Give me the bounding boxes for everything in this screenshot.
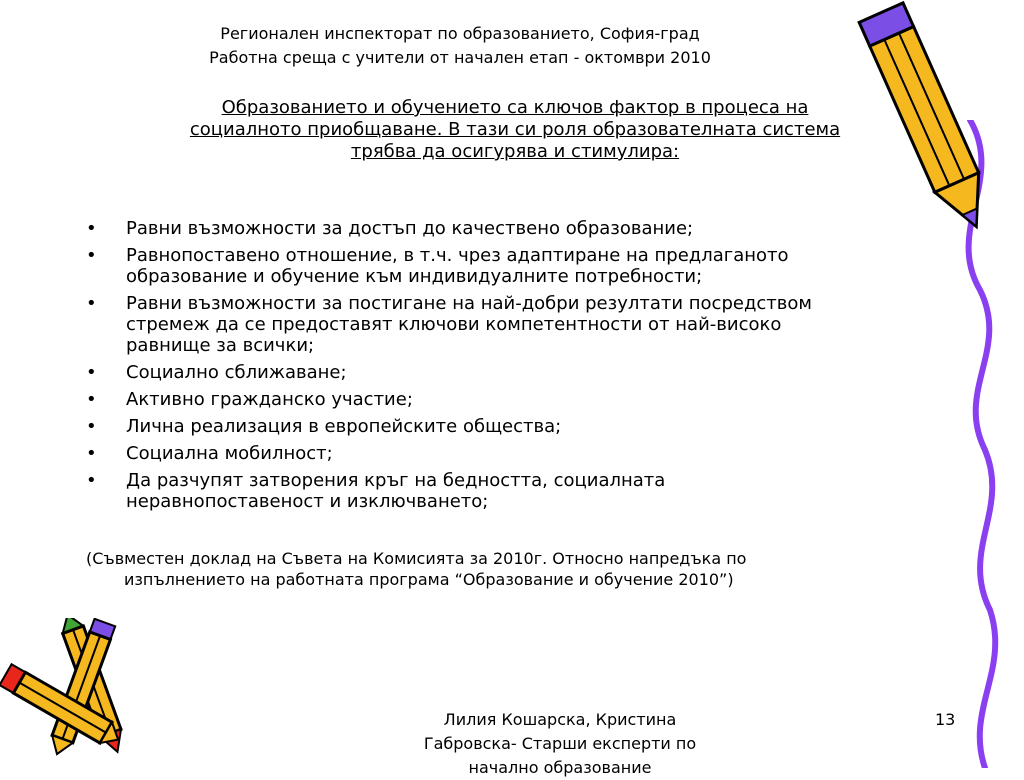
slide-header — [150, 22, 770, 70]
header-line-1: Регионален инспекторат по образованието, София-град — [220, 24, 700, 43]
note-line-1: (Съвместен доклад на Съвета на Комисията за 2010г. Относно напредъка по — [86, 549, 747, 568]
page-number: 13 — [935, 710, 956, 729]
footer-author-line-1: Лилия Кошарска, Кристина — [443, 710, 677, 729]
bullet-item — [86, 416, 926, 437]
bullet-icon: • — [86, 245, 97, 266]
bullet-text-line: неравнопоставеност и изключването; — [126, 491, 489, 512]
bullet-icon: • — [86, 293, 97, 314]
bullet-icon: • — [86, 443, 97, 464]
bullet-text-line: Равнопоставено отношение, в т.ч. чрез адаптиране на предлаганото — [126, 245, 789, 266]
bullet-item — [86, 362, 926, 383]
bullet-item — [86, 389, 926, 410]
bullet-text-line: Да разчупят затворения кръг на бедността, социалната — [126, 470, 666, 491]
intro-line-3: трябва да осигурява и стимулира: — [350, 141, 680, 162]
source-note — [86, 548, 846, 590]
bullet-text-line: равнище за всички; — [126, 335, 315, 356]
bullet-icon: • — [86, 362, 97, 383]
bullet-icon: • — [86, 389, 97, 410]
bullet-text-line: Равни възможности за постигане на най-добри резултати посредством — [126, 293, 812, 314]
bullet-list — [86, 218, 926, 518]
bullet-text-line: Равни възможности за достъп до качествено образование; — [126, 218, 694, 239]
bullet-item — [86, 218, 926, 239]
bullet-item — [86, 443, 926, 464]
intro-heading — [130, 97, 900, 163]
bullet-icon: • — [86, 416, 97, 437]
footer-author-line-2: Габровска- Старши експерти по — [423, 734, 697, 753]
bullet-item — [86, 470, 926, 512]
pencils-bottom-left-icon — [0, 618, 145, 763]
footer-author — [390, 708, 730, 780]
note-line-2: изпълнението на работната програма “Образование и обучение 2010”) — [124, 570, 734, 589]
bullet-text-line: Социално сближаване; — [126, 362, 347, 383]
bullet-text-line: стремеж да се предоставят ключови компетентности от най-високо — [126, 314, 782, 335]
bullet-text-line: Лична реализация в европейските общества; — [126, 416, 562, 437]
bullet-text-line: Активно гражданско участие; — [126, 389, 413, 410]
intro-line-1: Образованието и обучението са ключов фактор в процеса на — [221, 97, 809, 118]
bullet-item — [86, 293, 926, 356]
bullet-icon: • — [86, 470, 97, 491]
pencil-top-right-icon — [855, 0, 1005, 245]
bullet-item — [86, 245, 926, 287]
footer-author-line-3: начално образование — [468, 758, 652, 777]
bullet-text-line: Социална мобилност; — [126, 443, 333, 464]
bullet-icon: • — [86, 218, 97, 239]
intro-line-2: социалното приобщаване. В тази си роля образователната система — [189, 119, 841, 140]
header-line-2: Работна среща с учители от начален етап - октомври 2010 — [209, 48, 711, 67]
bullet-text-line: образование и обучение към индивидуалните потребности; — [126, 266, 703, 287]
